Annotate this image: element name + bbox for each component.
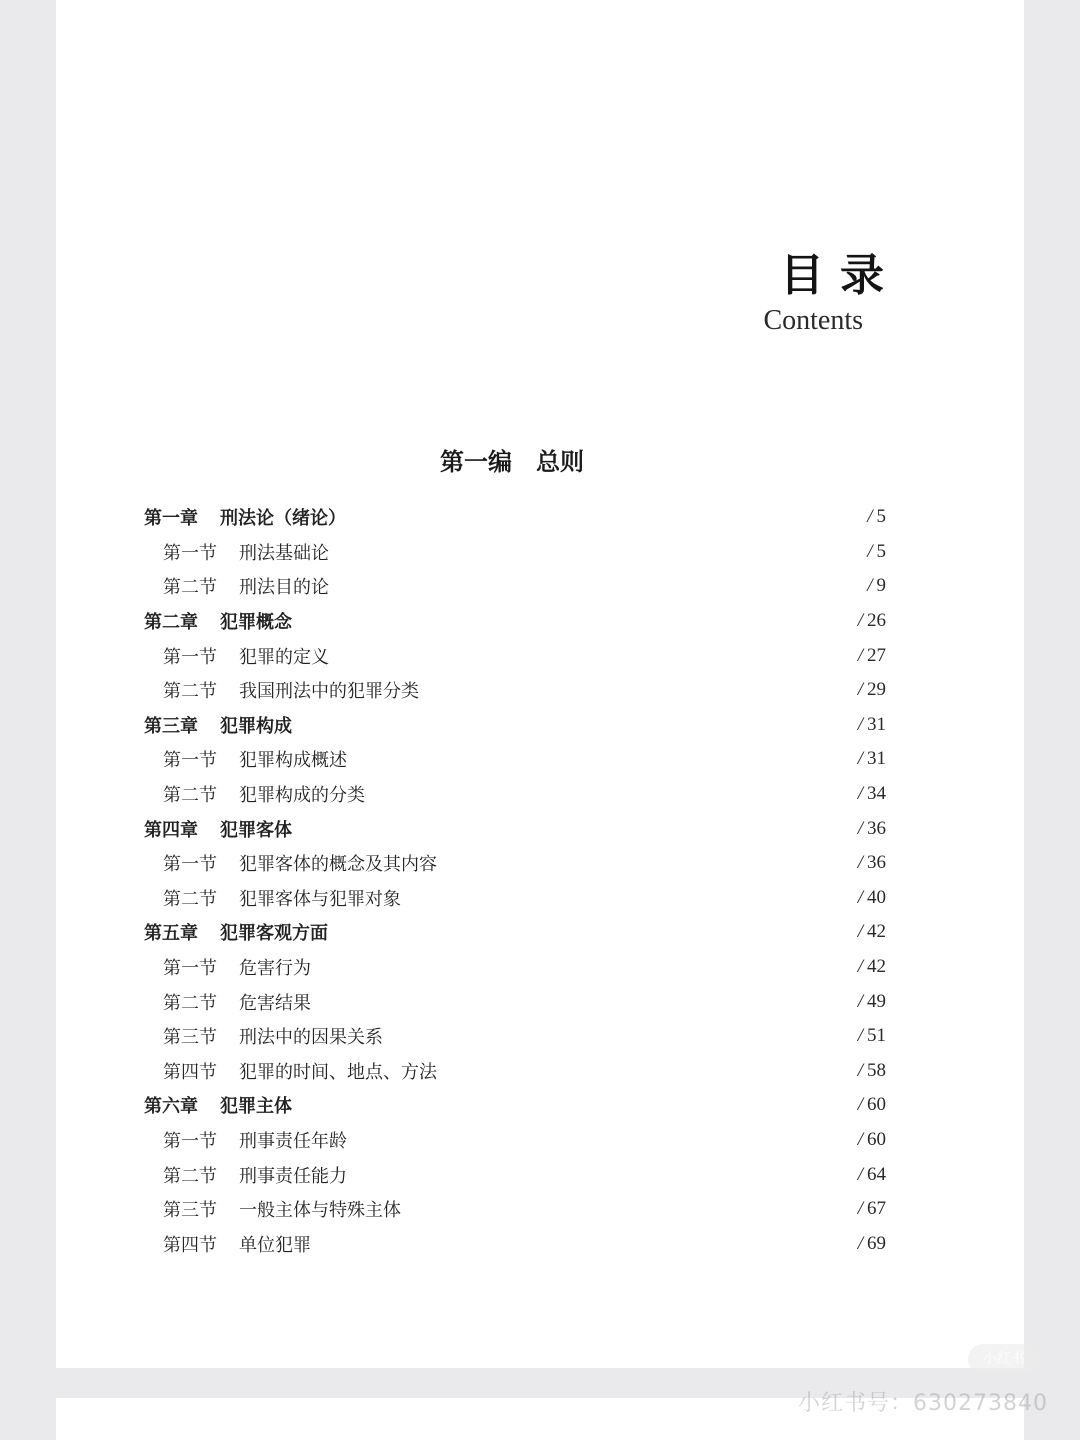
page-slash: /: [857, 817, 863, 839]
chapter-title: 犯罪客观方面: [220, 923, 328, 945]
section-title: 犯罪构成的分类: [239, 785, 365, 807]
toc-entry-label: [144, 1127, 347, 1153]
toc-entry-label: [144, 816, 292, 842]
toc-section-row: [144, 846, 886, 881]
page-value: 60: [867, 1094, 886, 1116]
section-title: 犯罪的定义: [239, 646, 329, 668]
page-slash: /: [857, 713, 863, 735]
page-number: [858, 1025, 886, 1047]
section-title: 刑事责任年龄: [239, 1130, 347, 1152]
page-value: 34: [867, 783, 886, 805]
toc-section-row: [144, 984, 886, 1019]
toc-section-row: [144, 569, 886, 604]
page-slash: /: [857, 679, 863, 701]
page-number: [858, 1233, 886, 1255]
page-slash: /: [867, 506, 873, 528]
toc-entry-label: [144, 1196, 401, 1222]
toc-chapter-row: [144, 811, 886, 846]
page-number: [858, 852, 886, 874]
toc-entry-label: [144, 781, 365, 807]
page-slash: /: [857, 1163, 863, 1185]
page-slash: /: [857, 990, 863, 1012]
section-title: 刑法中的因果关系: [239, 1027, 383, 1049]
toc-section-row: [144, 673, 886, 708]
page-slash: /: [857, 748, 863, 770]
toc-section-row: [144, 777, 886, 812]
section-title: 危害行为: [239, 958, 311, 980]
toc-chapter-row: [144, 500, 886, 535]
toc-entry-label: [144, 539, 329, 565]
page-slash: /: [857, 1025, 863, 1047]
page-number: [858, 1060, 886, 1082]
toc-chapter-row: [144, 1088, 886, 1123]
section-title: 犯罪客体的概念及其内容: [239, 854, 437, 876]
section-title: 单位犯罪: [239, 1234, 311, 1256]
watermark-logo: 小红书: [968, 1344, 1040, 1374]
page-number: [858, 610, 886, 632]
page-slash: /: [857, 644, 863, 666]
toc-chapter-row: [144, 915, 886, 950]
chapter-number: 第二章: [144, 612, 198, 634]
toc-entry-label: [144, 608, 292, 634]
page-number: [858, 991, 886, 1013]
page-slash: /: [857, 852, 863, 874]
toc-entry-label: [144, 746, 347, 772]
section-number: 第一节: [163, 958, 217, 980]
toc-entry-label: [144, 919, 328, 945]
page-value: 27: [867, 644, 886, 666]
page-number: [858, 748, 886, 770]
page-value: 64: [867, 1163, 886, 1185]
page-slash: /: [857, 1094, 863, 1116]
page-value: 69: [867, 1232, 886, 1254]
section-number: 第一节: [163, 542, 217, 564]
section-title: 犯罪的时间、地点、方法: [239, 1061, 437, 1083]
page-slash: /: [857, 886, 863, 908]
section-number: 第一节: [163, 854, 217, 876]
page-value: 60: [867, 1128, 886, 1150]
page-number: [858, 783, 886, 805]
toc-entry-label: [144, 1231, 311, 1257]
chapter-number: 第三章: [144, 715, 198, 737]
page-slash: /: [857, 921, 863, 943]
toc-entry-label: [144, 1162, 347, 1188]
page-slash: /: [867, 540, 873, 562]
page-value: 29: [867, 679, 886, 701]
toc-section-row: [144, 1226, 886, 1261]
toc-subtitle: Contents: [763, 305, 863, 336]
toc-section-row: [144, 1157, 886, 1192]
page-value: 5: [876, 540, 886, 562]
toc-title: 目录: [780, 250, 900, 301]
section-title: 一般主体与特殊主体: [239, 1200, 401, 1222]
section-title: 刑法基础论: [239, 542, 329, 564]
page-number: [858, 921, 886, 943]
page-value: 42: [867, 921, 886, 943]
page-number: [858, 714, 886, 736]
toc-section-row: [144, 638, 886, 673]
section-number: 第一节: [163, 646, 217, 668]
toc-entry-label: [144, 573, 329, 599]
section-number: 第三节: [163, 1200, 217, 1222]
page-value: 36: [867, 817, 886, 839]
section-title: 危害结果: [239, 992, 311, 1014]
page-value: 31: [867, 748, 886, 770]
section-title: 犯罪构成概述: [239, 750, 347, 772]
toc-entry-label: [144, 504, 346, 530]
page-slash: /: [857, 1198, 863, 1220]
section-title: 我国刑法中的犯罪分类: [239, 681, 419, 703]
toc-section-row: [144, 742, 886, 777]
toc-section-row: [144, 1054, 886, 1089]
watermark-text: 小红书号：630273840: [798, 1391, 1048, 1416]
chapter-number: 第五章: [144, 923, 198, 945]
section-number: 第二节: [163, 577, 217, 599]
chapter-number: 第六章: [144, 1096, 198, 1118]
section-number: 第四节: [163, 1061, 217, 1083]
page-value: 36: [867, 852, 886, 874]
toc-section-row: [144, 950, 886, 985]
page-number: [858, 645, 886, 667]
page-number: [858, 1129, 886, 1151]
section-number: 第二节: [163, 681, 217, 703]
page-number: [858, 956, 886, 978]
section-title: 刑事责任能力: [239, 1165, 347, 1187]
toc-entry-label: [144, 677, 419, 703]
toc-entry-label: [144, 1058, 437, 1084]
toc-entry-label: [144, 643, 329, 669]
page-number: [858, 1094, 886, 1116]
page-number: [858, 679, 886, 701]
section-number: 第二节: [163, 1165, 217, 1187]
page-slash: /: [857, 1128, 863, 1150]
toc-entry-label: [144, 1092, 292, 1118]
chapter-title: 犯罪概念: [220, 612, 292, 634]
section-number: 第四节: [163, 1234, 217, 1256]
page-value: 51: [867, 1025, 886, 1047]
chapter-title: 犯罪主体: [220, 1096, 292, 1118]
page-slash: /: [857, 1059, 863, 1081]
toc-entry-label: [144, 850, 437, 876]
section-number: 第二节: [163, 785, 217, 807]
page-value: 58: [867, 1059, 886, 1081]
page-value: 49: [867, 990, 886, 1012]
page-value: 42: [867, 956, 886, 978]
toc-entry-label: [144, 885, 401, 911]
page-slash: /: [857, 783, 863, 805]
toc-entry-label: [144, 712, 292, 738]
toc-section-row: [144, 1123, 886, 1158]
toc-entry-label: [144, 989, 311, 1015]
page-slash: /: [857, 1232, 863, 1254]
page-number: [858, 1164, 886, 1186]
page-slash: /: [857, 956, 863, 978]
part-number: 第一编: [440, 448, 512, 476]
toc-section-row: [144, 1019, 886, 1054]
section-number: 第二节: [163, 888, 217, 910]
page-value: 67: [867, 1198, 886, 1220]
section-title: 犯罪客体与犯罪对象: [239, 888, 401, 910]
page-value: 40: [867, 886, 886, 908]
toc-section-row: [144, 535, 886, 570]
page-value: 26: [867, 610, 886, 632]
toc-section-row: [144, 1192, 886, 1227]
chapter-number: 第四章: [144, 819, 198, 841]
page-slash: /: [867, 575, 873, 597]
section-number: 第一节: [163, 1130, 217, 1152]
toc-chapter-row: [144, 604, 886, 639]
page-value: 5: [876, 506, 886, 528]
page-number: [858, 887, 886, 909]
page-number: [858, 1198, 886, 1220]
page-number: [858, 818, 886, 840]
chapter-title: 刑法论（绪论）: [220, 508, 346, 530]
page-value: 31: [867, 713, 886, 735]
toc-chapter-row: [144, 708, 886, 743]
section-number: 第二节: [163, 992, 217, 1014]
section-number: 第三节: [163, 1027, 217, 1049]
part-name: 总则: [536, 448, 584, 476]
section-number: 第一节: [163, 750, 217, 772]
page-number: [867, 575, 886, 597]
toc-entry-label: [144, 1023, 383, 1049]
section-title: 刑法目的论: [239, 577, 329, 599]
page-value: 9: [876, 575, 886, 597]
page-slash: /: [857, 610, 863, 632]
toc-section-row: [144, 881, 886, 916]
chapter-number: 第一章: [144, 508, 198, 530]
chapter-title: 犯罪客体: [220, 819, 292, 841]
page-number: [867, 506, 886, 528]
toc-entry-label: [144, 954, 311, 980]
page-number: [867, 541, 886, 563]
table-of-contents: [144, 500, 886, 1261]
chapter-title: 犯罪构成: [220, 715, 292, 737]
part-heading: [0, 444, 1024, 480]
